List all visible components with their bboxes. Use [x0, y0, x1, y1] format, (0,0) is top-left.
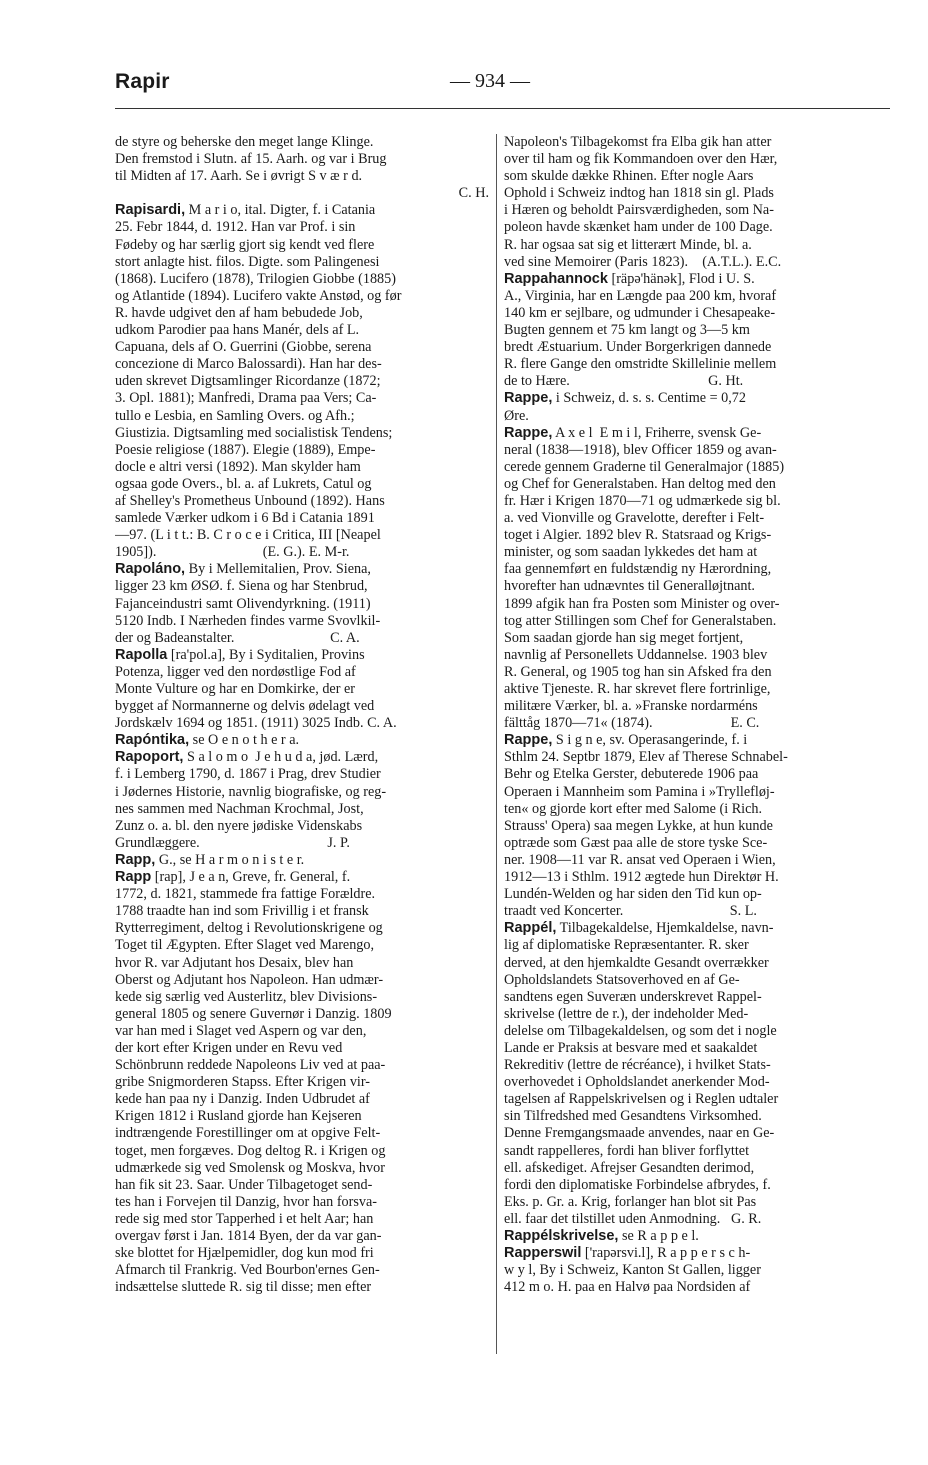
line-text: 140 km er sejlbare, og udmunder i Chesapeake- [504, 304, 776, 321]
text-line [115, 1177, 489, 1194]
text-line [504, 1279, 878, 1296]
line-text: minister, og som saadan lykkedes det ham at [504, 544, 758, 561]
text-line [115, 322, 489, 339]
entry-headword: Rappe, [504, 390, 553, 407]
text-line [115, 476, 489, 493]
line-text: kede han paa ny i Danzig. Inden Udbrudet af [115, 1091, 370, 1108]
entry-heading-line [115, 647, 489, 664]
text-line [504, 886, 878, 903]
text-line [115, 1143, 489, 1160]
left-column [115, 134, 489, 1296]
line-text: Lande er Praksis at besvare med et saakaldet [504, 1039, 758, 1056]
line-text: Oberst og Adjutant hos Napoleon. Han udmær- [115, 971, 384, 988]
header-rule [115, 108, 890, 109]
entry-heading-line [115, 869, 489, 886]
entry-headword: Rapolla [115, 646, 168, 663]
text-line [115, 288, 489, 305]
line-text: Eks. p. Gr. a. Krig, forlanger han blot sit Pas [504, 1193, 757, 1210]
text-line [115, 835, 489, 852]
text-line [504, 373, 878, 390]
line-text: a. ved Vionville og Gravelotte, derefter i Felt- [504, 510, 765, 527]
line-text: ske blottet for Hjælpemidler, dog kun mod fri [115, 1245, 374, 1262]
line-text: Strauss' Opera) saa megen Lykke, at hun kunde [504, 817, 773, 834]
text-line [504, 493, 878, 510]
entry-heading-line [504, 425, 878, 442]
page-header [115, 70, 890, 104]
line-text: stort anlagte hist. filos. Digte. som Palingenesi [115, 253, 380, 270]
line-text: optræde som Gæst paa alle de store tyske Sce- [504, 834, 768, 851]
text-line [115, 630, 489, 647]
line-text: Denne Fremgangsmaade anvendes, naar en Ge- [504, 1125, 775, 1142]
line-text: 1905]). (E. G.). E. M-r. [115, 544, 350, 561]
text-line [115, 254, 489, 271]
text-line [504, 903, 878, 920]
line-text: aktive Tjeneste. R. har skrevet flere fortrinlige, [504, 681, 771, 697]
text-line [115, 1108, 489, 1125]
line-text: militære Værker, bl. a. »Franske nordarméns [504, 698, 758, 715]
line-text: bygget af Normannerne og delvis ødelagt ved [115, 698, 375, 715]
text-line [504, 305, 878, 322]
entry-heading-line [504, 732, 878, 749]
line-text: Potenza, ligger ved den nordøstlige Fod af [115, 663, 356, 680]
text-line [115, 305, 489, 322]
text-line [504, 1143, 878, 1160]
line-text: navnlig af Personellets Uddannelse. 1903 blev [504, 646, 768, 663]
line-text: [rap], J e a n, Greve, fr. General, f. [151, 869, 351, 886]
line-text: A., Virginia, har en Længde paa 200 km, hvoraf [504, 287, 777, 304]
line-text: ell. afskediget. Afrejser Gesandten derimod, [504, 1159, 755, 1176]
line-text: Monte Vulture og har en Domkirke, der er [115, 681, 356, 697]
text-line [504, 801, 878, 818]
text-line [115, 493, 489, 510]
line-text: sandt rappelleres, fordi han bliver forflyttet [504, 1142, 750, 1159]
text-line [504, 1023, 878, 1040]
line-text: Schönbrunn reddede Napoleons Liv ved at paa- [115, 1057, 386, 1074]
line-text: w y l, By i Schweiz, Kanton St Gallen, ligger [504, 1262, 761, 1279]
text-line [504, 544, 878, 561]
text-line [504, 339, 878, 356]
line-text: nes sammen med Nachman Krochmal, Jost, [115, 800, 364, 817]
text-line [115, 1160, 489, 1177]
line-text: sin Tilfredshed med Gesandtens Virksomhed. [504, 1108, 762, 1125]
text-line [115, 681, 489, 698]
text-line [115, 134, 489, 151]
line-text: de styre og beherske den meget lange Klinge. [115, 134, 374, 150]
text-line [504, 698, 878, 715]
line-text: Den fremstod i Slutn. af 15. Aarh. og var i Brug [115, 151, 387, 168]
text-line [504, 749, 878, 766]
line-text: docle e altri versi (1892). Man skylder ham [115, 458, 361, 475]
text-line [504, 254, 878, 271]
line-text: —97. (L i t t.: B. C r o c e i Critica, III [Neapel [115, 527, 381, 544]
entry-headword: Rapperswil [504, 1245, 582, 1262]
line-text: ell. faar det tilstillet uden Anmodning. G. R. [504, 1210, 762, 1227]
line-text: Krigen 1812 i Rusland gjorde han Kejseren [115, 1108, 362, 1125]
line-text: ligger 23 km ØSØ. f. Siena og har Stenbrud, [115, 578, 368, 595]
entry-heading-line [115, 732, 489, 749]
line-text: hvorefter han udnævntes til Generalløjtnant. [504, 578, 755, 595]
page-number: — 934 — [450, 70, 530, 92]
text-line [115, 219, 489, 236]
text-line [504, 151, 878, 168]
text-line [115, 442, 489, 459]
text-line [115, 151, 489, 168]
text-line [504, 596, 878, 613]
line-text: 1899 afgik han fra Posten som Minister og over- [504, 595, 780, 612]
text-line [115, 801, 489, 818]
text-line [115, 715, 489, 732]
text-line [504, 818, 878, 835]
entry-heading-line [504, 390, 878, 407]
line-text: Lundén-Welden og har siden den Tid kun op- [504, 886, 762, 903]
text-line [504, 835, 878, 852]
line-text: S a l o m o J e h u d a, jød. Lærd, [183, 749, 379, 766]
line-text: over til ham og fik Kommandoen over den Hær, [504, 151, 778, 168]
text-line [115, 784, 489, 801]
line-text: gribe Snigmorderen Stapss. Efter Krigen vir- [115, 1074, 371, 1091]
line-text: Rekreditiv (lettre de récréance), i hvilket Stats- [504, 1057, 771, 1074]
line-text: udkom Parodier paa hans Manér, dels af L. [115, 322, 360, 339]
text-line [504, 476, 878, 493]
text-line [115, 1074, 489, 1091]
line-text: fr. Hær i Krigen 1870—71 og udmærkede sig bl. [504, 492, 781, 509]
line-text: Napoleon's Tilbagekomst fra Elba gik han atter [504, 134, 772, 150]
line-text: Opholdslandets Statsoverhoved en af Ge- [504, 971, 740, 988]
line-text: Poesie religiose (1887). Elegie (1889), Empe- [115, 441, 376, 458]
text-line [504, 1262, 878, 1279]
line-text: ved sine Memoirer (Paris 1823). (A.T.L.). E.C. [504, 253, 782, 270]
line-text: S i g n e, sv. Operasangerinde, f. i [552, 732, 748, 749]
text-line [115, 1125, 489, 1142]
line-text: han fik sit 23. Saar. Under Tilbagetoget send- [115, 1176, 373, 1193]
entry-heading-line [504, 1245, 878, 1262]
text-line [504, 202, 878, 219]
text-line [115, 955, 489, 972]
line-text: ['rapərsvi.l], R a p p e r s c h- [581, 1245, 751, 1262]
line-text: var han med i Slaget ved Aspern og var den, [115, 1022, 367, 1039]
line-text: tes han i Forvejen til Danzig, hvor han forsva- [115, 1193, 378, 1210]
line-text: Operaen i Mannheim som Pamina i »Tryllefløj- [504, 783, 775, 800]
line-text: Jordskælv 1694 og 1851. (1911) 3025 Indb. C. A. [115, 715, 397, 732]
line-text: A x e l E m i l, Friherre, svensk Ge- [552, 424, 762, 441]
line-text: C. H. [458, 185, 489, 202]
text-line [115, 544, 489, 561]
line-text: hvor R. var Adjutant hos Desaix, blev han [115, 954, 354, 971]
entry-headword: Rapp, [115, 851, 156, 868]
line-text: toget i Algier. 1892 blev R. Statsraad og Krigs- [504, 527, 772, 544]
entry-heading-line [504, 1228, 878, 1245]
text-line [115, 1262, 489, 1279]
line-text: [räpə'hänək], Flod i U. S. [607, 270, 755, 287]
text-line [504, 168, 878, 185]
text-line [504, 664, 878, 681]
text-line [504, 288, 878, 305]
entry-headword: Rapoport, [115, 749, 184, 766]
line-text: toget, men forgæves. Dog deltog R. i Krigen og [115, 1142, 386, 1159]
line-text: tog atter Stillingen som Chef for Generalstaben. [504, 612, 777, 629]
line-text: 1772, d. 1821, stammede fra fattige Forældre. [115, 886, 376, 903]
text-line [504, 322, 878, 339]
text-line [115, 1228, 489, 1245]
text-line [504, 613, 878, 630]
line-text: Øre. [504, 407, 529, 424]
line-text: udmærkede sig ved Smolensk og Moskva, hvor [115, 1159, 385, 1176]
text-line [504, 784, 878, 801]
line-text: 5120 Indb. I Nærheden findes varme Svovlkil- [115, 612, 381, 629]
line-text: R. flere Gange den omstridte Skillelinie mellem [504, 356, 777, 373]
text-line [504, 1108, 878, 1125]
line-text: de to Hære. G. Ht. [504, 373, 744, 390]
text-line [115, 1006, 489, 1023]
text-line [504, 1160, 878, 1177]
text-line [504, 408, 878, 425]
text-line [504, 989, 878, 1006]
text-line [504, 134, 878, 151]
line-text: af Shelley's Prometheus Unbound (1892). Hans [115, 492, 385, 509]
text-line [504, 561, 878, 578]
text-line [504, 185, 878, 202]
line-text: og Chef for Generalstaben. Han deltog med den [504, 475, 776, 492]
line-text: ner. 1908—11 var R. ansat ved Operaen i Wien, [504, 851, 776, 868]
entry-headword: Rapp [115, 869, 152, 886]
line-text: traadt ved Koncerter. S. L. [504, 903, 757, 920]
line-text: ogsaa gode Overs., bl. a. af Lukrets, Catul og [115, 475, 372, 492]
line-text: R. General, og 1905 tog han sin Afsked fra den [504, 663, 772, 680]
entry-headword: Rappahannock [504, 270, 608, 287]
line-text: delelse om Tilbagekaldelsen, og som det i nogle [504, 1022, 777, 1039]
text-line [504, 1057, 878, 1074]
text-line [115, 937, 489, 954]
text-line [115, 1279, 489, 1296]
line-text: ten« og gjorde kort efter med Salome (i Rich. [504, 800, 763, 817]
entry-headword: Rapoláno, [115, 561, 186, 578]
text-line [115, 1245, 489, 1262]
entry-heading-line [504, 920, 878, 937]
line-text: Bugten gennem et 75 km langt og 3—5 km [504, 322, 750, 339]
entry-headword: Rappélskrivelse, [504, 1228, 619, 1244]
text-line [115, 408, 489, 425]
text-line [115, 972, 489, 989]
text-line [504, 527, 878, 544]
text-line [115, 510, 489, 527]
line-text: Fødeby og har særlig gjort sig kendt ved flere [115, 236, 375, 253]
text-line [115, 1057, 489, 1074]
line-text: 412 m o. H. paa en Halvø paa Nordsiden af [504, 1279, 751, 1296]
line-text: tagelsen af Rappelskrivelsen og i Reglen udtaler [504, 1091, 779, 1108]
line-text: overgav først i Jan. 1814 Byen, der da var gan- [115, 1228, 382, 1244]
line-text: R. har ogsaa sat sig et litterært Minde, bl. a. [504, 236, 752, 253]
text-line [504, 510, 878, 527]
text-line [115, 664, 489, 681]
text-line [504, 1194, 878, 1211]
line-text: som skulde dække Rhinen. Efter nogle Aars [504, 168, 754, 185]
line-text: fordi den diplomatiske Forbindelse afbrydes, f. [504, 1176, 771, 1193]
line-text: R. havde udgivet den af ham bebudede Job, [115, 304, 363, 321]
text-line [115, 527, 489, 544]
text-line [504, 459, 878, 476]
text-line [504, 1091, 878, 1108]
text-line [115, 425, 489, 442]
line-text: og Atlantide (1894). Lucifero vakte Anstød, og før [115, 287, 402, 304]
line-text: Rytterregiment, deltog i Revolutionskrigene og [115, 920, 383, 937]
text-line [115, 596, 489, 613]
text-line [115, 373, 489, 390]
line-text: 1788 traadte han ind som Frivillig i et fransk [115, 903, 369, 920]
text-line [115, 459, 489, 476]
entry-heading-line [115, 202, 489, 219]
line-text: der og Badeanstalter. C. A. [115, 629, 360, 646]
line-text: sandtens egen Suveræn underskrevet Rappel- [504, 988, 762, 1005]
text-line [504, 1006, 878, 1023]
entry-heading-line [504, 271, 878, 288]
text-line [504, 237, 878, 254]
line-text: kede sig særlig ved Austerlitz, blev Divisions- [115, 988, 378, 1005]
entry-heading-line [115, 561, 489, 578]
line-text: i Schweiz, d. s. s. Centime = 0,72 [552, 390, 746, 407]
text-line [504, 937, 878, 954]
line-text: indsættelse sluttede R. sig til disse; men efter [115, 1279, 372, 1296]
line-text: Grundlæggere. J. P. [115, 834, 350, 851]
line-text: 25. Febr 1844, d. 1912. Han var Prof. i sin [115, 219, 356, 236]
text-line [504, 955, 878, 972]
entry-headword: Rapisardi, [115, 202, 186, 219]
text-line [115, 168, 489, 185]
line-text: Som saadan gjorde han sig meget fortjent, [504, 629, 744, 646]
line-text: Ophold i Schweiz indtog han 1818 sin gl. Plads [504, 185, 774, 202]
text-line [504, 681, 878, 698]
line-text: Capuana, dels af O. Guerrini (Giobbe, serena [115, 339, 372, 356]
line-text: i Hæren og beholdt Pairsværdigheden, som Na- [504, 202, 774, 219]
line-text: se O e n o t h e r a. [189, 732, 300, 749]
text-line [115, 1211, 489, 1228]
text-line [115, 1023, 489, 1040]
line-text: Giustizia. Digtsamling med socialistisk Tendens; [115, 424, 393, 441]
text-line [504, 630, 878, 647]
line-text: faa gennemført en fuldstændig ny Hærordning, [504, 561, 772, 578]
line-text: neral (1838—1918), blev Officer 1859 og avan- [504, 441, 777, 458]
text-line [115, 339, 489, 356]
line-text: Behr og Etelka Gerster, debuterede 1906 paa [504, 766, 759, 783]
line-text: Afmarch til Frankrig. Ved Bourbon'ernes Gen- [115, 1262, 380, 1279]
line-text: Sthlm 24. Septbr 1879, Elev af Therese Schnabel- [504, 749, 788, 766]
line-text: Fajanceindustri samt Olivendyrkning. (1911) [115, 595, 371, 612]
line-text: i Jødernes Historie, navnlig biografiske, og reg- [115, 783, 387, 800]
text-line [115, 920, 489, 937]
text-line [115, 578, 489, 595]
entry-heading-line [115, 749, 489, 766]
text-line [115, 766, 489, 783]
text-line [504, 442, 878, 459]
text-line [504, 578, 878, 595]
text-line [115, 356, 489, 373]
text-line [115, 1040, 489, 1057]
line-text: concezione di Marco Balossardi). Han har des- [115, 356, 382, 373]
line-text: G., se H a r m o n i s t e r. [155, 851, 305, 868]
line-text: (1868). Lucifero (1878), Trilogien Giobbe (1885) [115, 270, 396, 287]
text-line [115, 1194, 489, 1211]
text-line [504, 715, 878, 732]
line-text: M a r i o, ital. Digter, f. i Catania [185, 202, 376, 219]
text-line [115, 271, 489, 288]
text-line [115, 903, 489, 920]
text-line [504, 766, 878, 783]
line-text: tullo e Lesbia, en Samling Overs. og Afh.; [115, 407, 355, 424]
text-line [504, 852, 878, 869]
entry-headword: Rapóntika, [115, 732, 190, 749]
text-line [504, 356, 878, 373]
text-line [504, 1125, 878, 1142]
line-text: [ra'pol.a], By i Syditalien, Provins [167, 646, 365, 663]
column-divider [496, 134, 497, 1354]
line-text: cerede gennem Graderne til Generalmajor (1885) [504, 458, 785, 475]
text-line [115, 390, 489, 407]
text-line [115, 818, 489, 835]
line-text: der kort efter Krigen under en Revu ved [115, 1039, 343, 1056]
entry-headword: Rappe, [504, 424, 553, 441]
line-text: rede sig med stor Tapperhed i et helt Aar; han [115, 1210, 374, 1227]
text-line [115, 237, 489, 254]
line-text: skrivelse (lettre de r.), der indeholder Med- [504, 1005, 749, 1022]
text-line [504, 1040, 878, 1057]
entry-heading-line [115, 852, 489, 869]
line-text: indtrængende Forestillinger om at opgive Felt- [115, 1125, 381, 1142]
line-text: samlede Værker udkom i 6 Bd i Catania 1891 [115, 510, 375, 527]
entry-headword: Rappél, [504, 920, 557, 937]
entry-headword: Rappe, [504, 732, 553, 749]
line-text: bredt Æstuarium. Under Borgerkrigen dannede [504, 339, 772, 356]
line-text: Zunz o. a. bl. den nyere jødiske Videnskabs [115, 817, 363, 834]
line-text: uden skrevet Digtsamlinger Ricordanze (1872; [115, 373, 381, 390]
text-line [504, 1074, 878, 1091]
line-text: overhovedet i Opholdslandet anerkender Mod- [504, 1074, 770, 1091]
line-text: Toget til Ægypten. Efter Slaget ved Marengo, [115, 937, 375, 954]
line-text: poleon havde skænket ham under de 100 Dage. [504, 219, 773, 236]
line-text: se R a p p e l. [618, 1228, 699, 1244]
line-text: 3. Opl. 1881); Manfredi, Drama paa Vers; Ca- [115, 390, 377, 407]
line-text: Tilbagekaldelse, Hjemkaldelse, navn- [556, 920, 774, 937]
text-line [115, 613, 489, 630]
text-line [115, 185, 489, 202]
text-line [504, 1211, 878, 1228]
line-text: 1912—13 i Sthlm. 1912 ægtede hun Direktør H. [504, 869, 779, 886]
text-line [504, 869, 878, 886]
line-text: fälttåg 1870—71« (1874). E. C. [504, 715, 760, 732]
running-head: Rapir [115, 70, 170, 93]
text-line [504, 647, 878, 664]
right-column [504, 134, 878, 1296]
line-text: lig af diplomatiske Repræsentanter. R. sker [504, 937, 749, 954]
text-line [115, 698, 489, 715]
text-line [504, 219, 878, 236]
text-line [504, 972, 878, 989]
line-text: By i Mellemitalien, Prov. Siena, [185, 561, 371, 578]
line-text: f. i Lemberg 1790, d. 1867 i Prag, drev Studier [115, 766, 381, 783]
line-text: derved, at den hjemkaldte Gesandt overrækker [504, 954, 769, 971]
text-line [115, 886, 489, 903]
line-text: general 1805 og senere Guvernør i Danzig. 1809 [115, 1005, 392, 1022]
text-line [504, 1177, 878, 1194]
line-text: til Midten af 17. Aarh. Se i øvrigt S v æ r d. [115, 168, 363, 185]
text-line [115, 989, 489, 1006]
text-line [115, 1091, 489, 1108]
